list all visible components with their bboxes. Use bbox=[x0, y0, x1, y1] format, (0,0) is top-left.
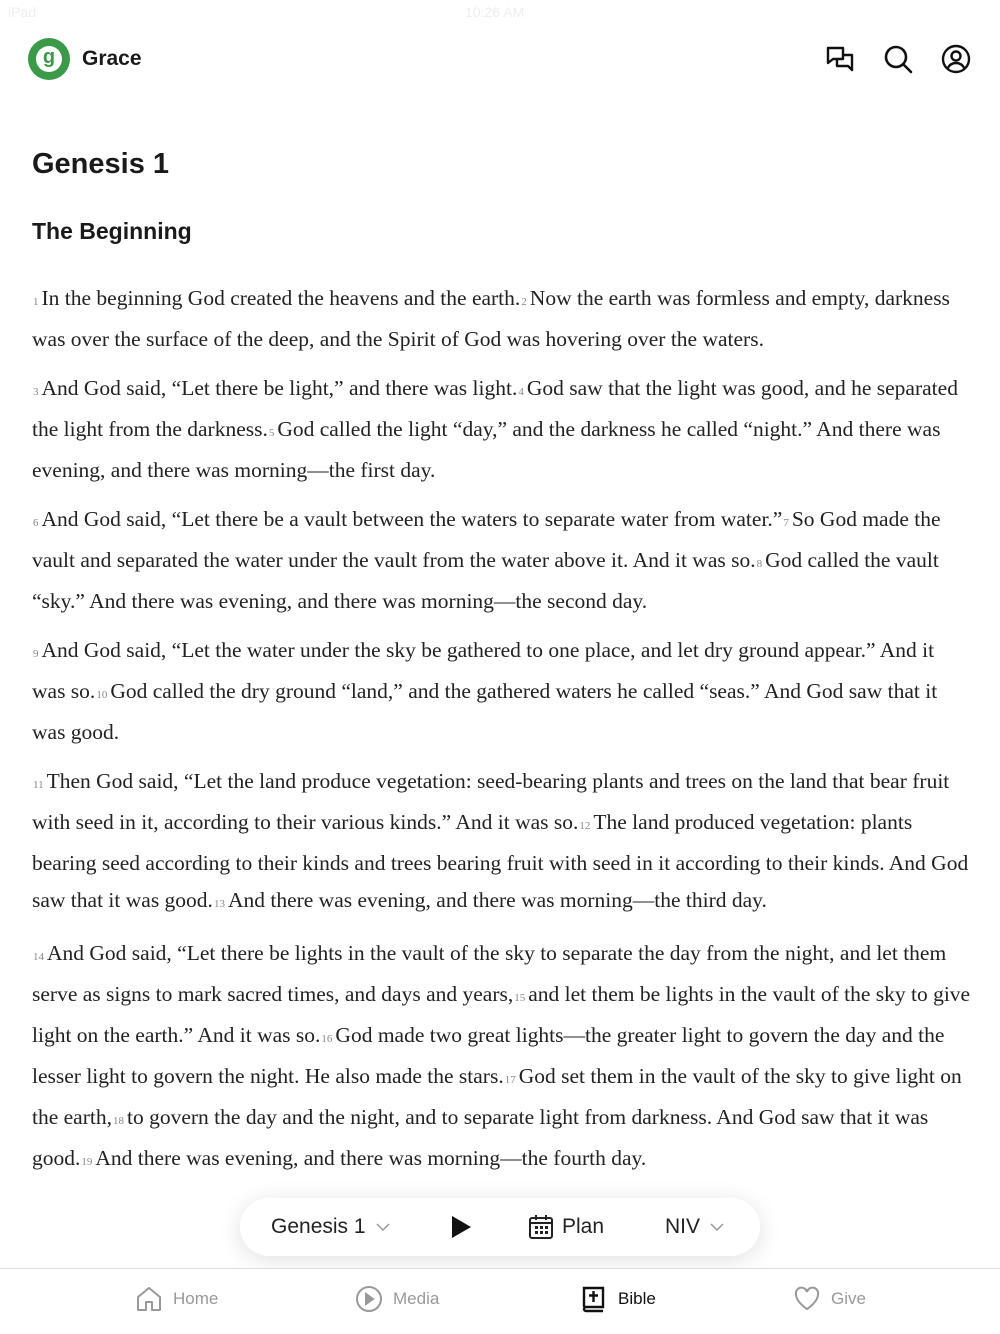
verse-number: 7 bbox=[783, 517, 789, 529]
paragraph bbox=[32, 632, 972, 751]
verse-number: 5 bbox=[268, 427, 275, 439]
brand-name: Grace bbox=[82, 47, 142, 70]
verse-text[interactable]: God set them in the vault of the sky to give light on the earth, bbox=[32, 1064, 962, 1129]
chapter-title: Genesis 1 bbox=[32, 148, 170, 180]
version-selector[interactable] bbox=[665, 1215, 726, 1239]
verse-text[interactable]: So God made the vault and separated the water under the vault from the water above it. And it was so. bbox=[32, 507, 941, 572]
verse-number: 17 bbox=[504, 1074, 516, 1086]
verse-text[interactable]: to govern the day and the night, and to separate light from darkness. And God saw that it was good. bbox=[32, 1105, 929, 1170]
grace-logo[interactable] bbox=[28, 38, 70, 80]
chevron-down-icon bbox=[708, 1218, 726, 1236]
bible-icon bbox=[580, 1285, 608, 1313]
logo-letter: g bbox=[36, 46, 62, 72]
verse-number: 3 bbox=[33, 386, 39, 398]
verse-number: 1 bbox=[33, 296, 39, 308]
verse-text[interactable]: And God said, “Let the water under the sky be gathered to one place, and let dry ground appear.” And it was so. bbox=[32, 638, 935, 703]
paragraph bbox=[32, 370, 972, 489]
plan-label: Plan bbox=[562, 1215, 605, 1238]
search-icon[interactable] bbox=[882, 43, 914, 75]
chat-icon[interactable] bbox=[824, 43, 856, 75]
verse-number: 14 bbox=[33, 951, 44, 963]
play-icon bbox=[450, 1215, 472, 1239]
tab-label: Give bbox=[831, 1289, 866, 1308]
verse-number: 18 bbox=[113, 1115, 124, 1127]
verse-number: 8 bbox=[756, 558, 763, 570]
verse-text[interactable]: And there was evening, and there was morning—the third day. bbox=[227, 888, 767, 912]
verse-text[interactable]: In the beginning God created the heavens and the earth. bbox=[41, 286, 521, 310]
play-button[interactable] bbox=[450, 1215, 472, 1239]
tab-label: Media bbox=[393, 1289, 440, 1308]
tab-home[interactable] bbox=[135, 1285, 218, 1313]
paragraph bbox=[32, 935, 972, 1181]
clock: 10:26 AM bbox=[465, 4, 525, 20]
heart-icon bbox=[793, 1285, 821, 1313]
verse-text[interactable]: And there was evening, and there was morning—the fourth day. bbox=[95, 1146, 647, 1170]
reader-toolbar bbox=[240, 1198, 760, 1256]
verse-number: 2 bbox=[521, 296, 527, 308]
verse-number: 9 bbox=[33, 648, 39, 660]
tab-label: Home bbox=[173, 1289, 219, 1308]
verse-number: 16 bbox=[321, 1033, 333, 1045]
plan-button[interactable] bbox=[528, 1214, 604, 1240]
verse-number: 12 bbox=[579, 820, 591, 832]
verse-text[interactable]: God saw that the light was good, and he separated the light from the darkness. bbox=[32, 376, 958, 441]
verse-number: 13 bbox=[213, 898, 225, 910]
play-circle-icon bbox=[355, 1285, 383, 1313]
paragraph bbox=[32, 763, 972, 923]
verse-text[interactable]: The land produced vegetation: plants bearing seed according to their kinds and trees bearing fruit with seed in it according to their kinds. And God saw that it was good. bbox=[32, 810, 969, 912]
verse-number: 15 bbox=[514, 992, 526, 1004]
verse-text[interactable]: Now the earth was formless and empty, darkness was over the surface of the deep, and the Spirit of God was hovering over the waters. bbox=[32, 286, 950, 351]
verse-text[interactable]: And God said, “Let there be light,” and there was light. bbox=[41, 376, 518, 400]
paragraph bbox=[32, 280, 972, 358]
chapter-selector[interactable] bbox=[271, 1215, 392, 1239]
tab-bible[interactable] bbox=[580, 1285, 656, 1313]
paragraph bbox=[32, 501, 972, 620]
home-icon bbox=[135, 1285, 163, 1313]
verse-text[interactable]: and let them be lights in the vault of the sky to give light on the earth.” And it was so. bbox=[32, 982, 971, 1047]
verse-text[interactable]: God made two great lights—the greater light to govern the day and the lesser light to govern the night. He also made the stars. bbox=[32, 1023, 945, 1088]
chapter-selector-label: Genesis 1 bbox=[271, 1215, 366, 1238]
chevron-down-icon bbox=[374, 1218, 392, 1236]
profile-icon[interactable] bbox=[940, 43, 972, 75]
section-heading: The Beginning bbox=[32, 218, 192, 244]
tab-give[interactable] bbox=[793, 1285, 866, 1313]
calendar-icon bbox=[528, 1214, 554, 1240]
verse-number: 19 bbox=[81, 1156, 93, 1168]
scripture-text bbox=[32, 280, 972, 1192]
bottom-nav bbox=[0, 1268, 1000, 1334]
version-label: NIV bbox=[665, 1215, 701, 1238]
device-label: iPad bbox=[8, 4, 37, 20]
verse-number: 6 bbox=[33, 517, 39, 529]
tab-label: Bible bbox=[618, 1289, 656, 1308]
verse-text[interactable]: Then God said, “Let the land produce vegetation: seed-bearing plants and trees on the land that bear fruit with seed in it, according to their various kinds.” And it was so. bbox=[32, 769, 950, 834]
verse-number: 4 bbox=[518, 386, 524, 398]
verse-text[interactable]: God called the vault “sky.” And there was evening, and there was morning—the second day. bbox=[32, 548, 939, 613]
verse-number: 10 bbox=[96, 689, 108, 701]
verse-text[interactable]: And God said, “Let there be a vault between the waters to separate water from water.” bbox=[41, 507, 783, 531]
tab-media[interactable] bbox=[355, 1285, 439, 1313]
verse-text[interactable]: God called the light “day,” and the darkness he called “night.” And there was evening, and there was morning—the first day. bbox=[32, 417, 941, 482]
verse-number: 11 bbox=[33, 779, 44, 791]
verse-text[interactable]: God called the dry ground “land,” and the gathered waters he called “seas.” And God saw that it was good. bbox=[32, 679, 938, 744]
app-header bbox=[28, 36, 972, 82]
verse-text[interactable]: And God said, “Let there be lights in the vault of the sky to separate the day from the night, and let them serve as signs to mark sacred times, and days and years, bbox=[32, 941, 947, 1006]
